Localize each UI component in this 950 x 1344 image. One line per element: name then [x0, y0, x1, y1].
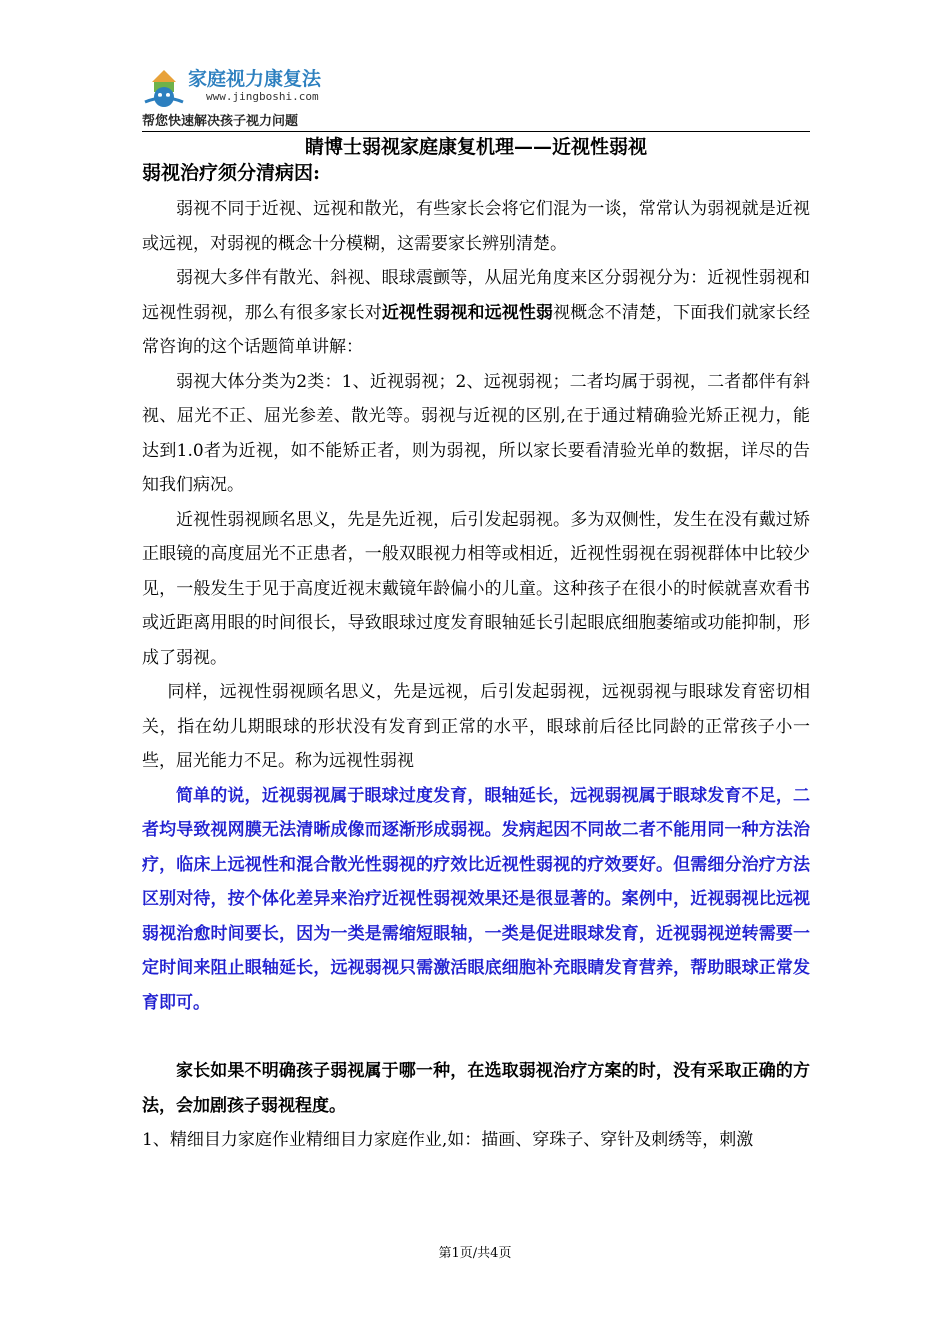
- logo-icon: [142, 64, 186, 108]
- paragraph-3: 弱视大体分类为2类：1、近视弱视；2、远视弱视；二者均属于弱视，二者都伴有斜视、屈光不正、屈光参差、散光等。弱视与近视的区别,在于通过精确验光矫正视力，能达到1.0者为近视，如不能矫正者，则为弱视，所以家长要看清验光单的数据，详尽的告知我们病况。: [142, 371, 810, 495]
- paragraph-1: 弱视不同于近视、远视和散光，有些家长会将它们混为一谈，常常认为弱视就是近视或远视，对弱视的概念十分模糊，这需要家长辨别清楚。: [142, 199, 810, 254]
- paragraph-4: 近视性弱视顾名思义，先是先近视，后引发起弱视。多为双侧性，发生在没有戴过矫正眼镜的高度屈光不正患者，一般双眼视力相等或相近，近视性弱视在弱视群体中比较少见，一般发生于见于高度近视末戴镜年龄偏小的儿童。这种孩子在很小的时候就喜欢看书或近距离用眼的时间很长，导致眼球过度发育眼轴延长引起眼底细胞萎缩或功能抑制，形成了弱视。: [142, 509, 810, 668]
- document-subtitle: 弱视治疗须分清病因:: [142, 162, 321, 184]
- blank-line: [142, 1020, 810, 1054]
- brand-url: www.jingboshi.com: [206, 90, 319, 103]
- paragraph-2-emphasis: 近视性弱视和远视性弱: [381, 302, 554, 323]
- paragraph-2-text-a: 弱视大多伴有散光、斜视、眼球震颤等，从屈光角度来区分弱视分为：近视性弱视和远视性弱视，那么有很多家长对: [142, 268, 810, 323]
- paragraph-8: 1、精细目力家庭作业精细目力家庭作业,如：描画、穿珠子、穿针及刺绣等，刺激: [142, 1130, 754, 1150]
- paragraph-7: 家长如果不明确孩子弱视属于哪一种，在选取弱视治疗方案的时，没有采取正确的方法，会加剧孩子弱视程度。: [142, 1061, 810, 1116]
- paragraph-2: [142, 261, 810, 365]
- document-body: [142, 192, 810, 1158]
- page-header: [142, 60, 810, 132]
- page-footer: 第1页/共4页: [438, 1246, 512, 1261]
- slogan: 帮您快速解决孩子视力问题: [142, 114, 299, 129]
- document-title: 睛博士弱视家庭康复机理——近视性弱视: [304, 136, 647, 158]
- header-divider: [142, 131, 810, 132]
- paragraph-2-text-c: 视概念不清楚，下面我们就家长经常咨询的这个话题简单讲解：: [142, 302, 811, 357]
- paragraph-6-highlight: 简单的说，近视弱视属于眼球过度发育，眼轴延长，远视弱视属于眼球发育不足，二者均导致视网膜无法清晰成像而逐渐形成弱视。发病起因不同故二者不能用同一种方法治疗，临床上远视性和混合散光性弱视的疗效比近视性弱视的疗效要好。但需细分治疗方法区别对待，按个体化差异来治疗近视性弱视效果还是很显著的。案例中，近视弱视比远视弱视治愈时间要长，因为一类是需缩短眼轴，一类是促进眼球发育，近视弱视逆转需要一定时间来阻止眼轴延长，远视弱视只需激活眼底细胞补充眼睛发育营养，帮助眼球正常发育即可。: [142, 785, 810, 1013]
- paragraph-5: 同样，远视性弱视顾名思义，先是远视，后引发起弱视，远视弱视与眼球发育密切相关，指在幼儿期眼球的形状没有发育到正常的水平，眼球前后径比同龄的正常孩子小一些，屈光能力不足。称为远视性弱视: [142, 682, 810, 771]
- brand-name: 家庭视力康复法: [188, 68, 322, 90]
